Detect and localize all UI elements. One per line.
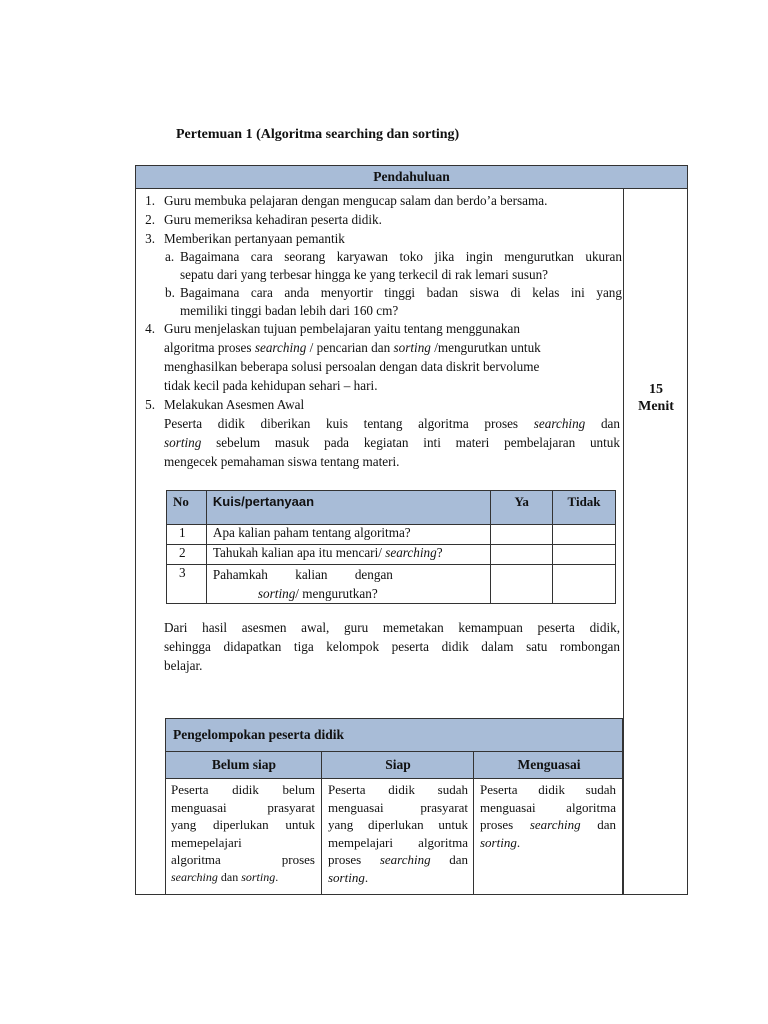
table-row (167, 565, 616, 604)
column-header-yes: Ya (491, 491, 553, 525)
table-row (167, 525, 616, 545)
column-header-question: Kuis/pertanyaan (206, 491, 490, 525)
sub-text-line: Bagaimana cara seorang karyawan toko jika ingin mengurutkan ukuran (180, 249, 622, 264)
question-cell: Tahukah kalian apa itu mencari/ searching? (206, 545, 490, 565)
paragraph-line: sehingga didapatkan tiga kelompok peserta didik dalam satu rombongan (164, 639, 620, 654)
answer-no-cell (553, 545, 616, 565)
list-number: 1. (145, 193, 155, 208)
column-header-no-answer: Tidak (553, 491, 616, 525)
list-text-line: menghasilkan beberapa solusi persoalan dengan data diskrit bervolume (164, 359, 540, 374)
column-header-belum-siap: Belum siap (211, 757, 277, 772)
column-divider (473, 751, 474, 895)
list-number: 3. (145, 231, 155, 246)
table-row (167, 545, 616, 565)
answer-yes-cell (491, 525, 553, 545)
cell-belum-siap: Peserta didik belum menguasai prasyarat yang diperlukan untuk memepelajari algoritma proses searching dan sorting. (171, 782, 315, 884)
list-text-line: algoritma proses searching / pencarian dan sorting /mengurutkan untuk (164, 340, 541, 355)
sub-text-line: memiliki tinggi badan lebih dari 160 cm? (180, 303, 399, 318)
list-text-line: Melakukan Asesmen Awal (164, 397, 305, 412)
list-number: 4. (145, 321, 155, 336)
column-header-menguasai: Menguasai (517, 757, 581, 772)
list-text-line: sorting sebelum masuk pada kegiatan inti materi pembelajaran untuk (164, 435, 620, 450)
column-divider (321, 751, 322, 895)
sub-text-line: Bagaimana cara anda menyortir tinggi badan siswa di kelas ini yang (180, 285, 622, 300)
answer-no-cell (553, 565, 616, 604)
grouping-columns-header (165, 751, 623, 779)
sub-text-line: sepatu dari yang terbesar hingga ke yang terkecil di rak lemari susun? (180, 267, 549, 282)
row-number: 1 (167, 525, 207, 545)
list-text-line: tidak kecil pada kehidupan sehari – hari. (164, 378, 378, 393)
paragraph-line: Dari hasil asesmen awal, guru memetakan kemampuan peserta didik, (164, 620, 620, 635)
list-text-line: mengecek pemahaman siswa tentang materi. (164, 454, 400, 469)
grouping-title: Pengelompokan peserta didik (165, 718, 623, 752)
list-text: Guru memeriksa kehadiran peserta didik. (164, 212, 382, 227)
row-number: 2 (167, 545, 207, 565)
question-cell: Apa kalian paham tentang algoritma? (206, 525, 490, 545)
duration-unit: Menit (638, 399, 674, 414)
sub-number: a. (165, 249, 175, 264)
list-text-line: Guru menjelaskan tujuan pembelajaran yaitu tentang menggunakan (164, 321, 520, 336)
quiz-table (166, 490, 616, 604)
column-divider (623, 188, 624, 895)
answer-yes-cell (491, 545, 553, 565)
cell-menguasai: Peserta didik sudah menguasai algoritma proses searching dan sorting. (480, 782, 616, 850)
section-header: Pendahuluan (135, 165, 688, 189)
list-number: 2. (145, 212, 155, 227)
duration-cell (625, 381, 687, 415)
row-number: 3 (167, 565, 207, 604)
question-cell: Pahamkah kalian dengan sorting/ mengurutkan? (206, 565, 490, 604)
list-text: Memberikan pertanyaan pemantik (164, 231, 345, 246)
column-header-no: No (167, 491, 207, 525)
list-text: Guru membuka pelajaran dengan mengucap salam dan berdo’a bersama. (164, 193, 548, 208)
list-number: 5. (145, 397, 155, 412)
column-header-siap: Siap (385, 757, 411, 772)
duration-value: 15 (649, 382, 663, 397)
paragraph-line: belajar. (164, 658, 203, 673)
answer-yes-cell (491, 565, 553, 604)
page-title: Pertemuan 1 (Algoritma searching dan sorting) (176, 127, 460, 142)
answer-no-cell (553, 525, 616, 545)
list-text-line: Peserta didik diberikan kuis tentang algoritma proses searching dan (164, 416, 620, 431)
sub-number: b. (165, 285, 175, 300)
quiz-header-row (167, 491, 616, 525)
cell-siap: Peserta didik sudah menguasai prasyarat yang diperlukan untuk mempelajari algoritma proses searching dan sorting. (328, 782, 468, 885)
